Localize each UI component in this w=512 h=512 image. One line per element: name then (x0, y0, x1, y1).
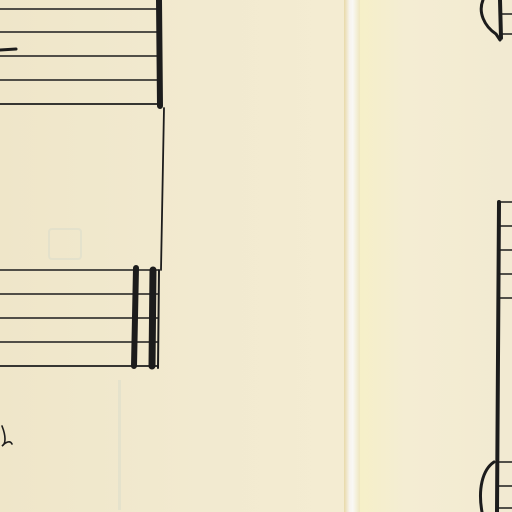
handwritten-stroke (2, 426, 12, 446)
right-upper-staff (481, 0, 512, 40)
system-bracket (497, 202, 499, 512)
clef-fragment-icon (500, 0, 501, 38)
right-lower-staff (481, 202, 512, 512)
final-barline-thick-1 (134, 268, 136, 366)
note-dash (0, 49, 16, 50)
clef-fragment-icon (481, 0, 500, 40)
system-line (161, 108, 164, 270)
upper-staff (0, 0, 164, 270)
clef-fragment-icon (481, 462, 495, 512)
final-barline-thick-2 (152, 270, 153, 366)
bold-barline (159, 0, 160, 106)
final-barline-thin (158, 270, 159, 368)
lower-staff (0, 268, 159, 446)
